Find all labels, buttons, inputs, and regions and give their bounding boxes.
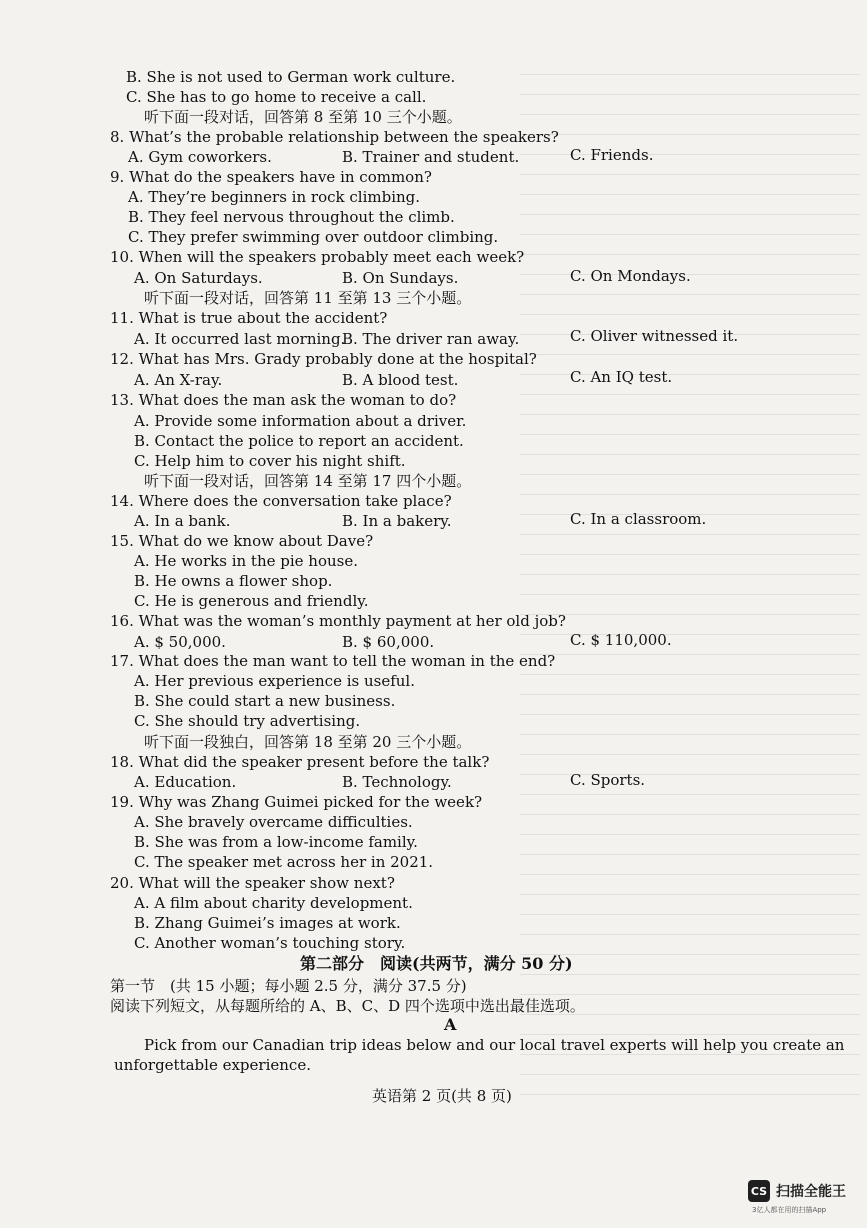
scanner-tagline: 3亿人都在用的扫描App <box>752 1206 827 1214</box>
text-line: 10. When will the speakers probably meet each week? <box>110 248 525 266</box>
text-line: B. Trainer and student. <box>342 148 520 166</box>
text-line: C. $ 110,000. <box>570 631 672 649</box>
sub-heading: 第一节 (共 15 小题；每小题 2.5 分，满分 37.5 分) <box>110 977 467 995</box>
text-line: C. Another woman’s touching story. <box>134 934 406 952</box>
text-line: C. He is generous and friendly. <box>134 592 369 610</box>
text-line: B. A blood test. <box>342 371 459 389</box>
text-line: 听下面一段独白，回答第 18 至第 20 三个小题。 <box>144 733 472 751</box>
text-line: C. On Mondays. <box>570 267 691 285</box>
text-line: 13. What does the man ask the woman to do? <box>110 391 457 409</box>
text-line: C. Sports. <box>570 771 646 789</box>
text-line: 16. What was the woman’s monthly payment at her old job? <box>110 612 566 630</box>
bleed-through-texture <box>520 60 860 1100</box>
text-line: 15. What do we know about Dave? <box>110 532 374 550</box>
text-line: B. In a bakery. <box>342 512 452 530</box>
text-line: A. They’re beginners in rock climbing. <box>128 188 421 206</box>
text-line: A. An X-ray. <box>134 371 223 389</box>
text-line: C. Friends. <box>570 146 654 164</box>
camscanner-icon: CS <box>748 1180 770 1202</box>
text-line: B. On Sundays. <box>342 269 459 287</box>
text-line: 11. What is true about the accident? <box>110 309 388 327</box>
instruction: 阅读下列短文，从每题所给的 A、B、C、D 四个选项中选出最佳选项。 <box>110 997 585 1015</box>
text-line: A. Her previous experience is useful. <box>134 672 415 690</box>
text-line: A. She bravely overcame difficulties. <box>134 813 413 831</box>
text-line: A. He works in the pie house. <box>134 552 358 570</box>
text-line: B. She is not used to German work culture. <box>126 68 456 86</box>
text-line: A. A film about charity development. <box>134 894 413 912</box>
text-line: B. He owns a flower shop. <box>134 572 333 590</box>
text-line: A. It occurred last morning. <box>134 330 346 348</box>
text-line: A. Provide some information about a driver. <box>134 412 467 430</box>
text-line: 20. What will the speaker show next? <box>110 874 395 892</box>
text-line: C. Help him to cover his night shift. <box>134 452 406 470</box>
text-line: 12. What has Mrs. Grady probably done at the hospital? <box>110 350 537 368</box>
text-line: B. Contact the police to report an accident. <box>134 432 464 450</box>
passage-line-1: Pick from our Canadian trip ideas below and our local travel experts will help you create an <box>144 1036 845 1054</box>
text-line: C. The speaker met across her in 2021. <box>134 853 434 871</box>
text-line: B. Zhang Guimei’s images at work. <box>134 914 401 932</box>
text-line: A. Education. <box>134 773 237 791</box>
text-line: C. An IQ test. <box>570 368 673 386</box>
text-line: C. She should try advertising. <box>134 712 361 730</box>
text-line: B. She was from a low-income family. <box>134 833 418 851</box>
text-line: B. She could start a new business. <box>134 692 396 710</box>
text-line: C. In a classroom. <box>570 510 707 528</box>
text-line: 17. What does the man want to tell the woman in the end? <box>110 652 556 670</box>
scanner-watermark <box>748 1180 846 1202</box>
text-line: B. They feel nervous throughout the climb. <box>128 208 455 226</box>
text-line: 9. What do the speakers have in common? <box>110 168 432 186</box>
text-line: A. In a bank. <box>134 512 231 530</box>
text-line: 听下面一段对话，回答第 11 至第 13 三个小题。 <box>144 289 472 307</box>
text-line: C. They prefer swimming over outdoor climbing. <box>128 228 499 246</box>
text-line: A. Gym coworkers. <box>128 148 272 166</box>
scanner-name: 扫描全能王 <box>776 1184 846 1200</box>
text-line: 8. What’s the probable relationship between the speakers? <box>110 128 559 146</box>
text-line: 听下面一段对话，回答第 14 至第 17 四个小题。 <box>144 472 472 490</box>
text-line: C. Oliver witnessed it. <box>570 327 739 345</box>
text-line: 听下面一段对话，回答第 8 至第 10 三个小题。 <box>144 108 462 126</box>
text-line: B. Technology. <box>342 773 452 791</box>
text-line: A. $ 50,000. <box>134 633 226 651</box>
text-line: A. On Saturdays. <box>134 269 263 287</box>
text-line: B. $ 60,000. <box>342 633 435 651</box>
text-line: 19. Why was Zhang Guimei picked for the week? <box>110 793 483 811</box>
text-line: 18. What did the speaker present before the talk? <box>110 753 490 771</box>
passage-line-2: unforgettable experience. <box>114 1056 311 1074</box>
passage-label: A <box>444 1015 457 1034</box>
text-line: C. She has to go home to receive a call. <box>126 88 427 106</box>
text-line: 14. Where does the conversation take place? <box>110 492 452 510</box>
section-heading: 第二部分 阅读(共两节，满分 50 分) <box>300 954 573 973</box>
page-footer: 英语第 2 页(共 8 页) <box>372 1087 512 1105</box>
text-line: B. The driver ran away. <box>342 330 520 348</box>
